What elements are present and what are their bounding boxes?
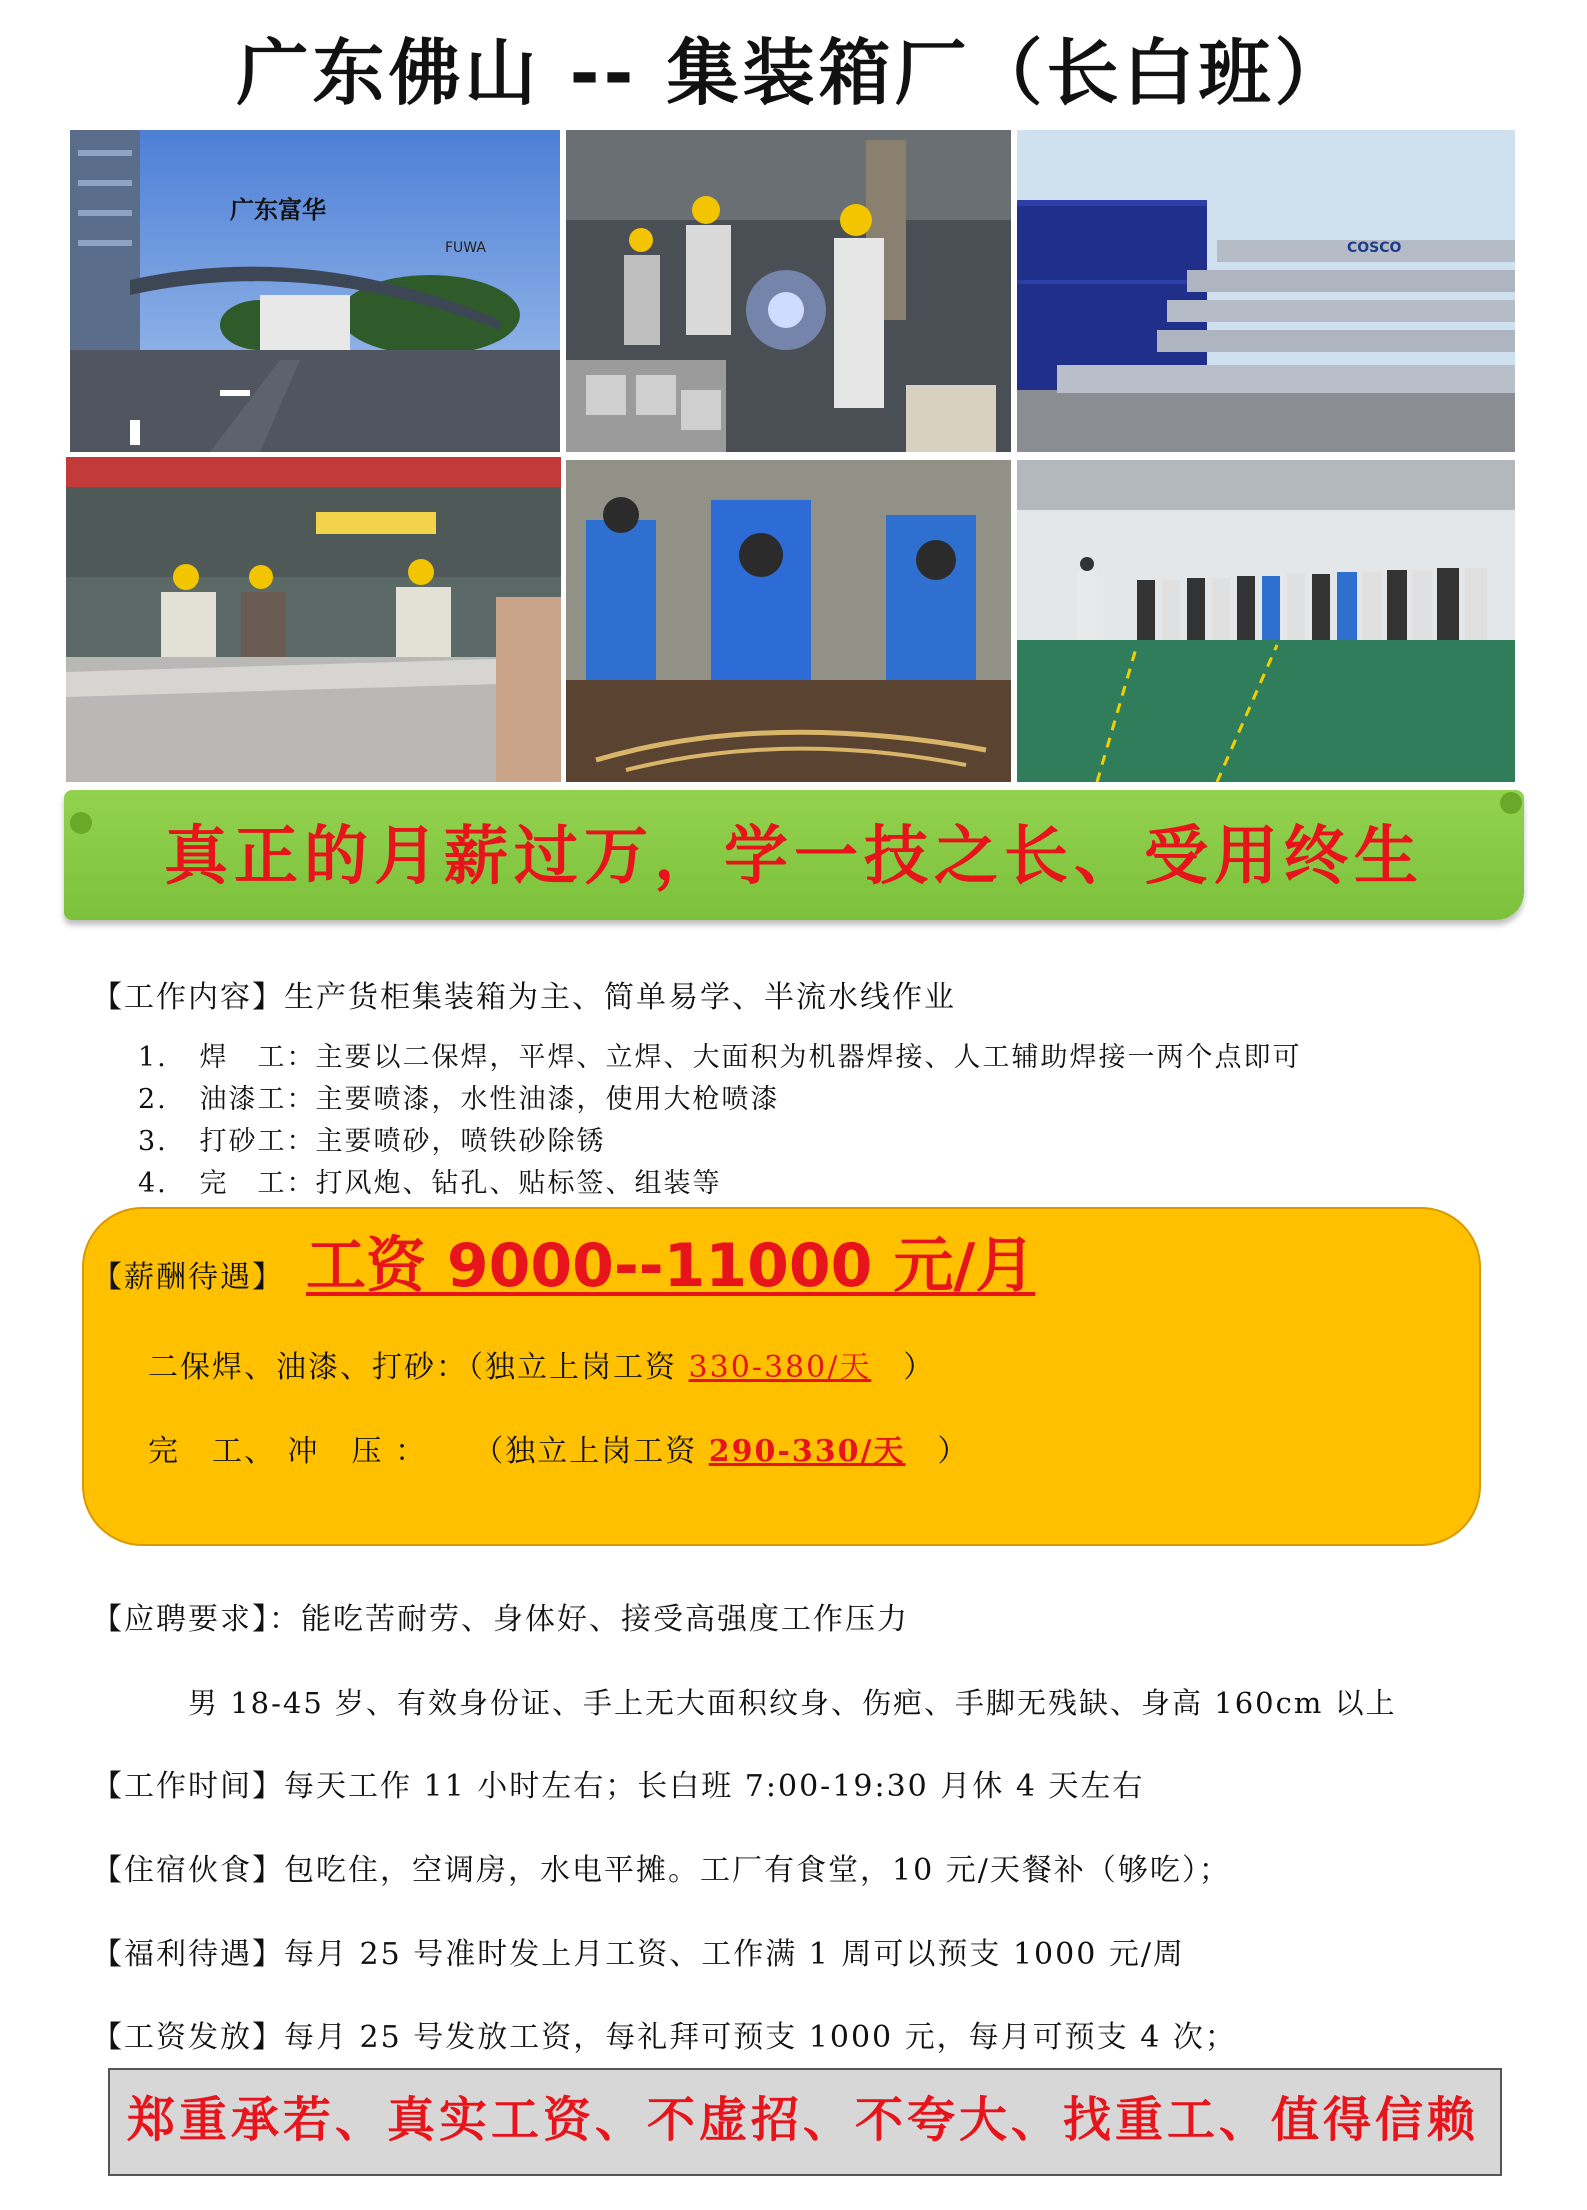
requirements-text: ：能吃苦耐劳、身体好、接受高强度工作压力 xyxy=(269,1602,909,1637)
lodging-tag: 【住宿伙食】 xyxy=(92,1853,284,1888)
job-item-4 xyxy=(138,1166,722,1202)
container-brand-text: COSCO xyxy=(1347,240,1402,256)
payday-text: 每月 25 号发放工资，每礼拜可预支 1000 元，每月可预支 4 次； xyxy=(284,2020,1237,2055)
factory-gate-photo xyxy=(70,130,560,452)
job-item-1 xyxy=(138,1040,1302,1076)
painting-workers-photo xyxy=(66,457,561,782)
benefits-tag: 【福利待遇】 xyxy=(92,1937,284,1972)
job-item-number: 1. xyxy=(138,1042,168,1073)
requirements-tag: 【应聘要求】 xyxy=(92,1602,269,1637)
benefits-text: 每月 25 号准时发上月工资、工作满 1 周可以预支 1000 元/周 xyxy=(284,1937,1185,1972)
job-item-desc: 主要以二保焊，平焊、立焊、大面积为机器焊接、人工辅助焊接一两个点即可 xyxy=(315,1042,1302,1073)
payday-tag: 【工资发放】 xyxy=(92,2020,284,2055)
slogan-text: 真正的月薪过万，学一技之长、受用终生 xyxy=(164,820,1424,894)
job-item-role: 焊 工： xyxy=(199,1042,316,1073)
salary-rate: 330-380/天 xyxy=(688,1350,872,1385)
work-time-line xyxy=(92,1767,1144,1807)
salary-rate: 290-330/天 xyxy=(708,1434,906,1469)
benefits-line xyxy=(92,1935,1185,1975)
salary-row-prefix: （独立上岗工资 xyxy=(473,1434,709,1469)
job-content-text: 生产货柜集装箱为主、简单易学、半流水线作业 xyxy=(284,980,956,1015)
gate-sign-text: 广东富华 xyxy=(230,196,326,224)
job-item-number: 3. xyxy=(138,1126,168,1157)
job-item-3 xyxy=(138,1124,606,1160)
gate-logo-text: FUWA xyxy=(445,240,486,256)
welding-workers-photo xyxy=(566,130,1011,452)
salary-tag: 【薪酬待遇】 xyxy=(92,1260,284,1295)
salary-row-prefix: （独立上岗工资 xyxy=(468,1350,689,1385)
lodging-line xyxy=(92,1851,1231,1891)
salary-row-suffix: ） xyxy=(871,1350,936,1385)
job-item-number: 4. xyxy=(138,1168,168,1199)
job-item-number: 2. xyxy=(138,1084,168,1115)
lodging-text: 包吃住，空调房，水电平摊。工厂有食堂，10 元/天餐补（够吃）； xyxy=(284,1853,1231,1888)
salary-row-label: 二保焊、油漆、打砂： xyxy=(148,1350,468,1385)
job-item-role: 油漆工： xyxy=(199,1084,316,1115)
salary-row-suffix: ） xyxy=(905,1434,970,1469)
salary-row-1 xyxy=(148,1348,935,1388)
job-item-desc: 打风炮、钻孔、贴标签、组装等 xyxy=(315,1168,722,1199)
job-content-tag: 【工作内容】 xyxy=(92,980,284,1015)
salary-headline: 工资 9000--11000 元/月 xyxy=(306,1231,1036,1301)
salary-row-2 xyxy=(148,1432,969,1472)
requirements-line xyxy=(92,1600,909,1640)
assembly-workers-photo xyxy=(566,460,1011,782)
promise-text: 郑重承若、真实工资、不虚招、不夸大、找重工、值得信赖 xyxy=(126,2092,1479,2148)
job-item-2 xyxy=(138,1082,780,1118)
page-title: 广东佛山 -- 集装箱厂（长白班） xyxy=(236,31,1351,115)
containers-stack-photo xyxy=(1017,130,1515,452)
payday-line xyxy=(92,2018,1237,2058)
job-item-role: 打砂工： xyxy=(199,1126,316,1157)
job-item-desc: 主要喷砂，喷铁砂除锈 xyxy=(315,1126,606,1157)
work-time-tag: 【工作时间】 xyxy=(92,1769,284,1804)
requirements-detail: 男 18-45 岁、有效身份证、手上无大面积纹身、伤疤、手脚无残缺、身高 160cm 以上 xyxy=(188,1686,1397,1720)
job-content-line xyxy=(92,978,956,1018)
salary-row-label: 完 工、 冲 压 ： xyxy=(148,1434,428,1469)
training-group-photo xyxy=(1017,460,1515,782)
job-item-role: 完 工： xyxy=(199,1168,316,1199)
work-time-text: 每天工作 11 小时左右；长白班 7:00-19:30 月休 4 天左右 xyxy=(284,1769,1145,1804)
job-item-desc: 主要喷漆，水性油漆，使用大枪喷漆 xyxy=(315,1084,780,1115)
